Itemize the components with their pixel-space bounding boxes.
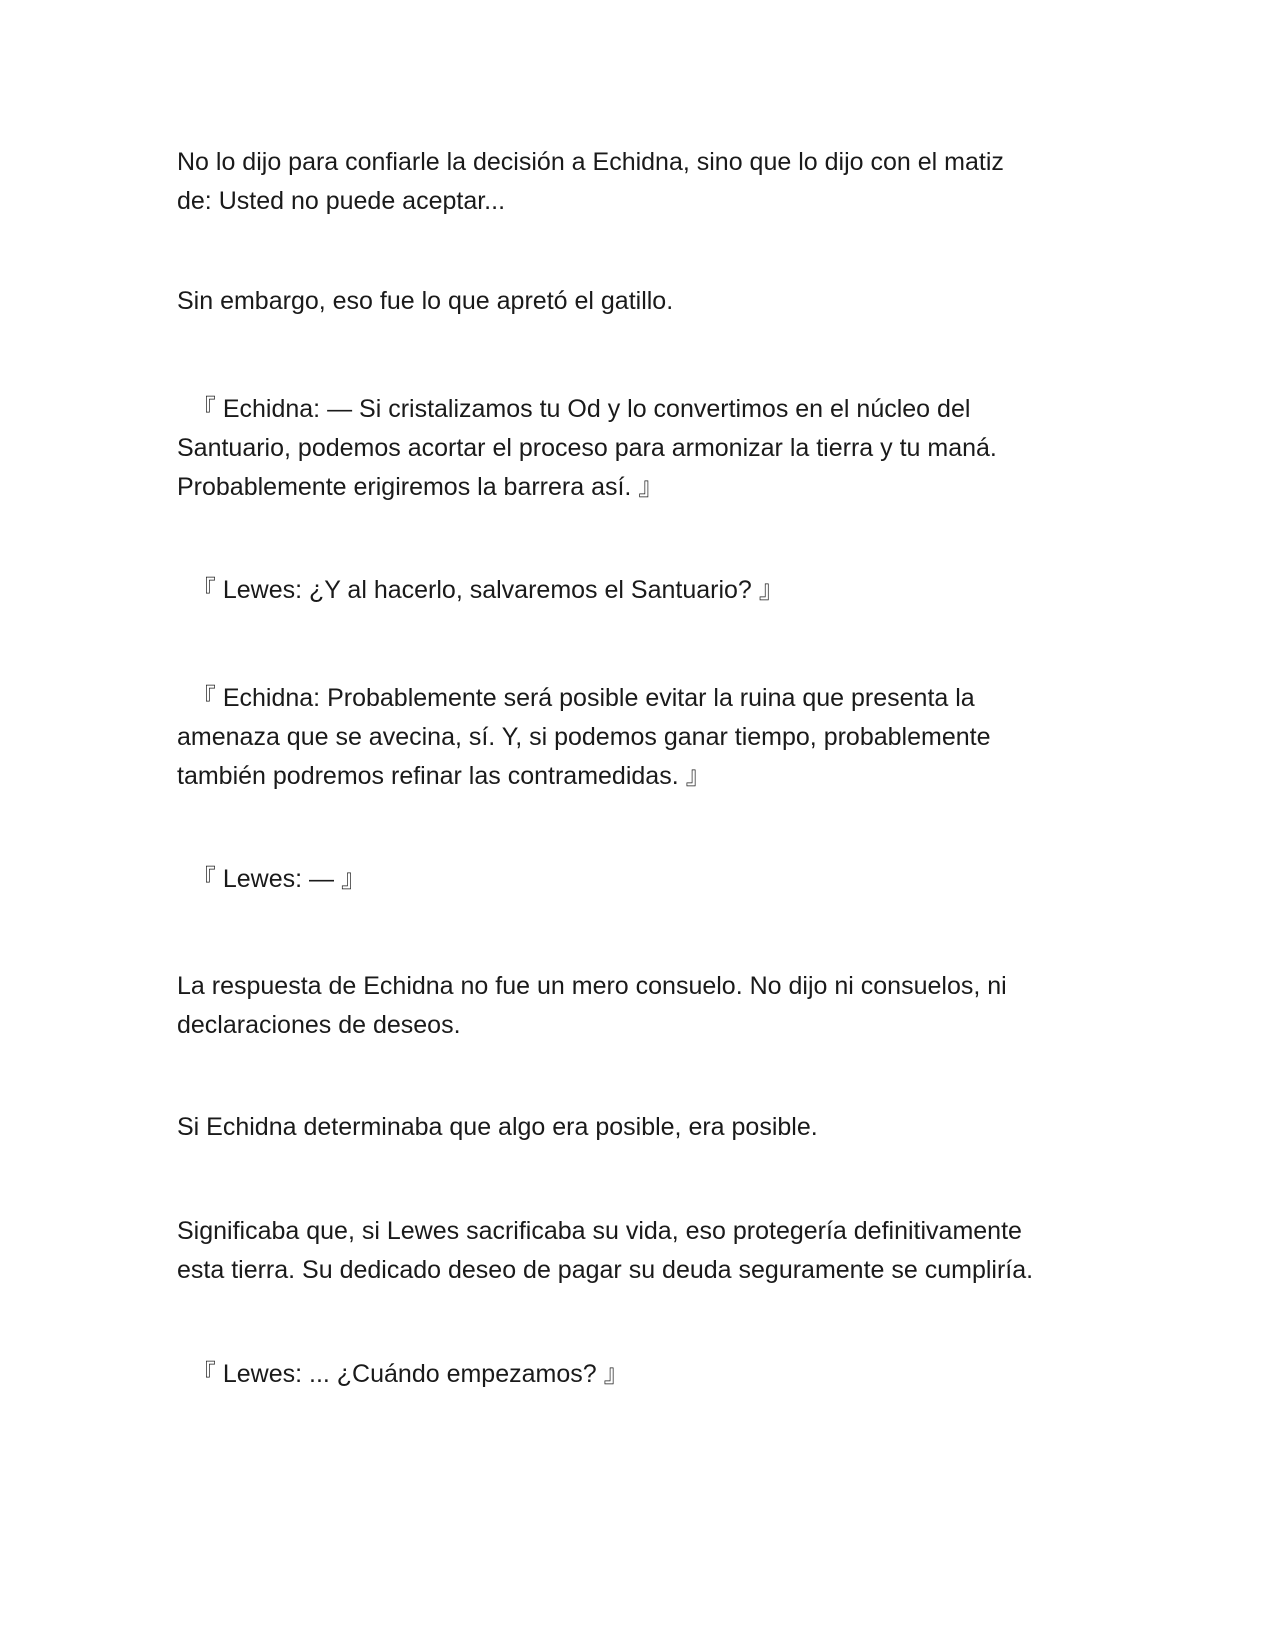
text-line: 『 Lewes: ¿Y al hacerlo, salvaremos el Santuario? 』 — [177, 576, 784, 604]
text-line: 『 Echidna: Probablemente será posible evitar la ruina que presenta la — [177, 684, 975, 712]
paragraph-dialogue-lewes-3 — [177, 1355, 1097, 1394]
text-line: declaraciones de deseos. — [177, 1011, 461, 1039]
text-line: de: Usted no puede aceptar... — [177, 187, 506, 215]
paragraph-narration-5 — [177, 1212, 1097, 1290]
text-line: Probablemente erigiremos la barrera así. 』 — [177, 473, 664, 501]
paragraph-narration-3 — [177, 967, 1097, 1045]
text-line: Significaba que, si Lewes sacrificaba su vida, eso protegería definitivamente — [177, 1217, 1022, 1245]
text-line: 『 Echidna: — Si cristalizamos tu Od y lo convertimos en el núcleo del — [177, 395, 971, 423]
paragraph-dialogue-echidna-2 — [177, 679, 1097, 796]
text-line: 『 Lewes: ... ¿Cuándo empezamos? 』 — [177, 1360, 629, 1388]
text-line: La respuesta de Echidna no fue un mero consuelo. No dijo ni consuelos, ni — [177, 972, 1007, 1000]
paragraph-dialogue-lewes-2 — [177, 860, 1097, 899]
paragraph-narration-1 — [177, 143, 1097, 221]
paragraph-dialogue-echidna-1 — [177, 390, 1097, 507]
paragraph-narration-4 — [177, 1108, 1097, 1147]
text-line: Si Echidna determinaba que algo era posible, era posible. — [177, 1113, 818, 1141]
paragraph-dialogue-lewes-1 — [177, 571, 1097, 610]
text-line: No lo dijo para confiarle la decisión a Echidna, sino que lo dijo con el matiz — [177, 148, 1004, 176]
text-line: 『 Lewes: — 』 — [177, 865, 366, 893]
paragraph-narration-2 — [177, 282, 1097, 321]
text-line: Sin embargo, eso fue lo que apretó el gatillo. — [177, 287, 674, 315]
text-line: también podremos refinar las contramedidas. 』 — [177, 762, 711, 790]
text-line: Santuario, podemos acortar el proceso para armonizar la tierra y tu maná. — [177, 434, 997, 462]
text-line: esta tierra. Su dedicado deseo de pagar su deuda seguramente se cumpliría. — [177, 1256, 1034, 1284]
text-line: amenaza que se avecina, sí. Y, si podemos ganar tiempo, probablemente — [177, 723, 991, 751]
